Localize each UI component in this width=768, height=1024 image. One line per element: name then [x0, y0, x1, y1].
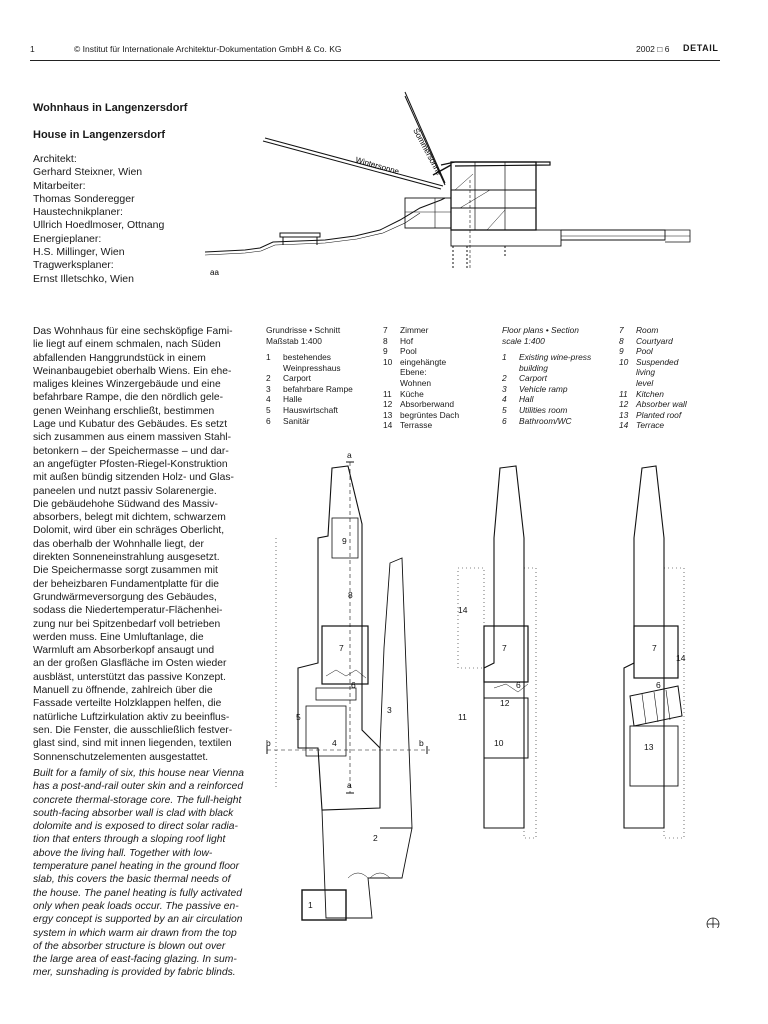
legend-item-label [400, 357, 446, 389]
legend-heading-line: Maßstab 1:400 [266, 335, 322, 346]
credit-line: Energieplaner: [33, 232, 102, 245]
legend-item-number: 2 [502, 373, 507, 384]
legend-item-line: Pool [400, 346, 417, 357]
legend-item-line: Hauswirtschaft [283, 404, 338, 415]
legend-item-number: 2 [266, 373, 271, 384]
credit-line: Haustechnikplaner: [33, 206, 123, 219]
legend-item-number: 4 [266, 394, 271, 405]
plan3-label-terrace: 14 [676, 653, 686, 663]
plan1-label-hall: 4 [332, 738, 337, 748]
legend-item [619, 420, 719, 431]
text-line: Dolomit, wird über ein schräges Oberlicht, [33, 525, 225, 537]
legend-item-label [283, 384, 353, 395]
legend-item [619, 346, 719, 357]
legend-item-line: Zimmer [400, 325, 429, 335]
text-line: south-facing absorber wall is clad with black [33, 807, 234, 819]
text-line: the large area of east-facing glazing. In sum- [33, 954, 237, 966]
text-line: ausbläst, unterstützt das passive Konzept. [33, 671, 226, 683]
plan1-label-wine-press: 1 [308, 900, 313, 910]
text-line: lie liegt auf einem schmalen, nach Süden [33, 339, 221, 351]
plan1-label-bathroom: 6 [351, 680, 356, 690]
legend-item-line: Ebene: [400, 367, 427, 378]
legend-item [383, 410, 498, 421]
legend-item-number: 5 [502, 404, 507, 415]
legend-item-line: Hall [519, 394, 534, 405]
text-line: betonkern – der Speichermasse – und dar- [33, 445, 229, 457]
legend-item-number: 12 [383, 399, 393, 410]
legend-item-line: level [636, 377, 654, 388]
legend-item [502, 416, 617, 427]
legend-item-label [283, 416, 310, 427]
pergola [280, 233, 320, 237]
legend-item-label [400, 346, 417, 357]
plan2-label-living: 10 [494, 738, 504, 748]
credit-line: Ullrich Hoedlmoser, Ottnang [33, 219, 165, 232]
legend-heading-line: Grundrisse • Schnitt [266, 325, 341, 335]
title-english: House in Langenzersdorf [33, 129, 166, 141]
legend-item-line: Vehicle ramp [519, 383, 568, 394]
legend-item-line: Terrasse [400, 420, 433, 431]
text-line: system in which warm air drawn from the top [33, 927, 237, 939]
legend-item-line: Utilities room [519, 404, 568, 415]
legend-item [619, 389, 719, 400]
legend-item-number: 10 [619, 356, 629, 367]
legend-item-line: befahrbare Rampe [283, 383, 353, 394]
legend-item [383, 325, 498, 336]
text-line: das oberhalb der Wohnhalle liegt, der [33, 538, 204, 550]
text-line: Fassade verteilte Holzklappen helfen, die [33, 698, 222, 710]
legend-item-number: 7 [619, 325, 624, 335]
plan3-label-planted-roof: 13 [644, 742, 654, 752]
legend-item-label [283, 405, 338, 416]
legend-item-label [519, 373, 547, 384]
legend-item-label [636, 410, 681, 421]
legend-item-label [636, 389, 664, 400]
text-line: maliges kleines Winzergebäude und eine [33, 379, 221, 391]
legend-english-heading [502, 325, 579, 346]
legend-item [619, 399, 719, 410]
legend-item-label [636, 325, 658, 336]
legend-item-number: 3 [266, 383, 271, 394]
legend-item-number: 10 [383, 356, 393, 367]
text-line: of the absorber structure is blown out over [33, 940, 226, 952]
upper-floor-plan [458, 466, 536, 838]
legend-item-number: 5 [266, 404, 271, 415]
credit-line: Tragwerksplaner: [33, 259, 114, 272]
text-line: temperature panel heating in the ground floor [33, 861, 240, 873]
legend-item-label [400, 410, 459, 421]
section-marker-b-right: b [419, 738, 424, 748]
text-line: natürliche Luftzirkulation aktiv zu beeinflus- [33, 711, 230, 723]
legend-item-line: Carport [283, 373, 311, 384]
title-german: Wohnhaus in Langenzersdorf [33, 102, 188, 114]
plan2-label-kitchen: 11 [458, 712, 467, 722]
plan1-label-ramp: 3 [387, 705, 392, 715]
plan1-label-room: 7 [339, 643, 344, 653]
legend-item-label [519, 405, 567, 416]
legend-item-number: 6 [266, 415, 271, 426]
text-line: der beheizbaren Fundamentplatte für die [33, 578, 220, 590]
legend-item-line: Kitchen [636, 388, 664, 399]
legend-item [619, 357, 719, 389]
text-line: sodass die Niedertemperatur-Flächenhei- [33, 605, 223, 617]
section-marker-b-left: b [266, 738, 271, 748]
plan1-label-utilities: 5 [296, 712, 301, 722]
credit-line: Mitarbeiter: [33, 179, 86, 192]
text-line: Built for a family of six, this house near Vienna [33, 768, 245, 779]
legend-item-label [400, 325, 428, 336]
legend-item [502, 405, 617, 416]
legend-item-label [283, 394, 302, 405]
legend-item-line: Carport [519, 373, 547, 384]
body-text-german [33, 325, 273, 764]
legend-item [619, 410, 719, 421]
legend-item-line: bestehendes [283, 352, 331, 362]
legend-item-line: Planted roof [636, 409, 682, 420]
text-line: Die Speichermasse sorgt zusammen mit [33, 565, 218, 577]
legend-item-number: 3 [502, 383, 507, 394]
text-line: has a post-and-rail outer skin and a reinforced [33, 781, 244, 793]
legend-item [502, 384, 617, 395]
legend-item [619, 325, 719, 336]
legend-item [619, 336, 719, 347]
legend-item-number: 8 [619, 335, 624, 346]
legend-item-line: Existing wine-press [519, 352, 592, 362]
legend-item-line: Room [636, 325, 659, 335]
legend-item-line: Absorberwand [400, 399, 455, 410]
legend-item-line: eingehängte [400, 356, 447, 367]
plan2-label-absorber: 12 [500, 698, 510, 708]
legend-item-label [519, 394, 533, 405]
plan2-label-bathroom: 6 [516, 680, 521, 690]
brand-logo: DETAIL [683, 43, 719, 53]
legend-item-number: 1 [502, 352, 507, 362]
legend-german-col1 [266, 352, 381, 426]
text-line: genen Weinhang erschließt, bestimmen [33, 405, 215, 417]
copyright-line: © Institut für Internationale Architektur-Dokumentation GmbH & Co. KG [74, 44, 342, 54]
legend-item [266, 352, 381, 373]
credits-list [33, 153, 164, 286]
credit-line: H.S. Millinger, Wien [33, 246, 125, 259]
legend-item-label [636, 399, 687, 410]
legend-item [502, 352, 617, 373]
legend-item-line: Suspended [636, 356, 679, 367]
legend-item-label [400, 420, 432, 431]
plan3-label-room: 7 [652, 643, 657, 653]
plan3-label-bathroom: 6 [656, 680, 661, 690]
legend-item [266, 373, 381, 384]
legend-item-line: Sanitär [283, 415, 310, 426]
legend-item-number: 13 [383, 409, 393, 420]
legend-item [383, 346, 498, 357]
page-number: 1 [30, 44, 35, 54]
legend-item-number: 8 [383, 335, 388, 346]
winter-sun-label: Wintersonne [354, 155, 401, 177]
legend-item-label [636, 357, 678, 389]
text-line: Weinanbaugebiet oberhalb Wiens. Ein ehe- [33, 365, 232, 377]
text-line: an angefügter Pfosten-Riegel-Konstruktion [33, 458, 228, 470]
text-line: Grundwärmeversorgung des Gebäudes, [33, 591, 217, 603]
legend-item [383, 399, 498, 410]
legend-item-number: 1 [266, 352, 271, 362]
summer-sun-label: Sommersonne [411, 126, 444, 177]
legend-item-line: Courtyard [636, 335, 673, 346]
legend-item [383, 336, 498, 347]
legend-item [383, 420, 498, 431]
plan2-label-room: 7 [502, 643, 507, 653]
legend-item-number: 12 [619, 399, 629, 410]
text-line: glast sind, sind mit innen liegenden, textilen [33, 738, 232, 750]
legend-item [266, 416, 381, 427]
section-drawing [205, 90, 725, 290]
legend-item-line: living [636, 367, 656, 378]
ground-floor-plan [276, 466, 412, 920]
issue-number: 2002 □ 6 [636, 44, 670, 54]
legend-item-label [636, 336, 673, 347]
text-line: Lage und Kubatur des Gebäudes. Es setzt [33, 419, 228, 431]
legend-item-number: 13 [619, 409, 629, 420]
text-line: ergy concept is supported by an air circulation [33, 914, 243, 926]
credit-line: Thomas Sonderegger [33, 192, 135, 205]
legend-item-label [636, 420, 664, 431]
legend-english-col1 [502, 352, 617, 426]
legend-heading-line: scale 1:400 [502, 335, 545, 346]
plan1-label-courtyard: 8 [348, 590, 353, 600]
text-line: Sonnenschutzelementen ausgestattet. [33, 751, 209, 763]
legend-item [266, 384, 381, 395]
text-line: zung nur bei Spitzenbedarf voll betrieben [33, 618, 221, 630]
legend-item-number: 11 [619, 388, 628, 399]
legend-item-line: Terrace [636, 420, 665, 431]
floor-plans-drawing [262, 448, 732, 928]
legend-item-number: 9 [383, 346, 388, 357]
text-line: sen. Die Fenster, die ausschließlich festver- [33, 724, 233, 736]
legend-item-label [636, 346, 653, 357]
text-line: the house. The panel heating is fully activated [33, 887, 242, 899]
text-line: paneelen und nutzt passiv Solarenergie. [33, 485, 217, 497]
legend-item-line: Halle [283, 394, 303, 405]
legend-heading-line: Floor plans • Section [502, 325, 579, 335]
section-cut-label: aa [210, 268, 219, 277]
legend-item-label [283, 352, 341, 373]
plan1-label-pool: 9 [342, 536, 347, 546]
legend-item-number: 7 [383, 325, 388, 335]
legend-item-label [519, 352, 591, 373]
legend-item [502, 394, 617, 405]
plan2-label-terrace: 14 [458, 605, 468, 615]
credit-line: Architekt: [33, 153, 77, 165]
text-line: mer, sunshading is provided by fabric blinds. [33, 967, 236, 979]
legend-item-line: begrüntes Dach [400, 409, 460, 420]
legend-item [383, 389, 498, 400]
legend-item-number: 4 [502, 394, 507, 405]
text-line: abfallenden Hanggrundstück in einem [33, 352, 206, 364]
legend-item-line: building [519, 362, 548, 373]
legend-item [266, 394, 381, 405]
legend-german-heading [266, 325, 340, 346]
legend-item-line: Hof [400, 335, 414, 346]
text-line: mit außen bündig sitzenden Holz- und Glas- [33, 472, 234, 484]
text-line: Das Wohnhaus für eine sechsköpfige Fami- [33, 326, 233, 337]
text-line: Die gebäudehohe Südwand des Massiv- [33, 498, 218, 510]
text-line: sich zusammen aus einem massiven Stahl- [33, 432, 232, 444]
credit-line: Gerhard Steixner, Wien [33, 166, 143, 179]
legend-item-label [400, 389, 424, 400]
legend-item-line: Wohnen [400, 377, 432, 388]
legend-item-number: 11 [383, 388, 392, 399]
text-line: an der großen Glasfläche im Osten wieder [33, 658, 227, 670]
house-section [451, 162, 536, 230]
legend-item-label [519, 416, 572, 427]
legend-item-number: 9 [619, 346, 624, 357]
text-line: werden muss. Eine Umluftanlage, die [33, 631, 204, 643]
section-marker-a-bottom: a [347, 780, 352, 790]
legend-item-line: Bathroom/WC [519, 415, 572, 426]
text-line: only when peak loads occur. The passive en- [33, 900, 239, 912]
text-line: Warmluft am Absorberkopf ansaugt und [33, 645, 215, 657]
roof-plan [624, 466, 719, 928]
legend-german-col2 [383, 325, 498, 431]
legend-item-line: Absorber wall [636, 399, 687, 410]
credit-line: Ernst Illetschko, Wien [33, 272, 134, 285]
legend-item-number: 6 [502, 415, 507, 426]
legend-item-number: 14 [383, 420, 393, 431]
legend-item-number: 14 [619, 420, 629, 431]
text-line: Manuell zu öffnende, zahlreich über die [33, 685, 213, 697]
legend-english-col2 [619, 325, 719, 431]
text-line: above the living hall. Together with low- [33, 847, 213, 859]
text-line: tion that enters through a sloping roof light [33, 834, 226, 846]
header-rule [30, 60, 720, 61]
legend-item-label [283, 373, 311, 384]
body-text-english [33, 767, 273, 980]
plan1-label-carport: 2 [373, 833, 378, 843]
section-marker-a-top: a [347, 450, 352, 460]
text-line: dolomite and is exposed to direct solar radia- [33, 821, 238, 833]
text-line: absorbers, belegt mit dichtem, schwarzem [33, 512, 226, 524]
legend-item-label [519, 384, 568, 395]
text-line: direkten Sonneneinstrahlung ausgesetzt. [33, 552, 220, 564]
legend-item [266, 405, 381, 416]
text-line: concrete thermal-storage core. The full-height [33, 794, 242, 806]
text-line: befahrbare Rampe, die den nördlich gele- [33, 392, 224, 404]
legend-item [502, 373, 617, 384]
legend-item-line: Weinpresshaus [283, 362, 341, 373]
legend-item [383, 357, 498, 389]
legend-item-line: Pool [636, 346, 653, 357]
legend-item-label [400, 336, 413, 347]
text-line: slab, this covers the basic thermal needs of [33, 874, 231, 886]
legend-item-line: Küche [400, 388, 424, 399]
legend-item-label [400, 399, 454, 410]
